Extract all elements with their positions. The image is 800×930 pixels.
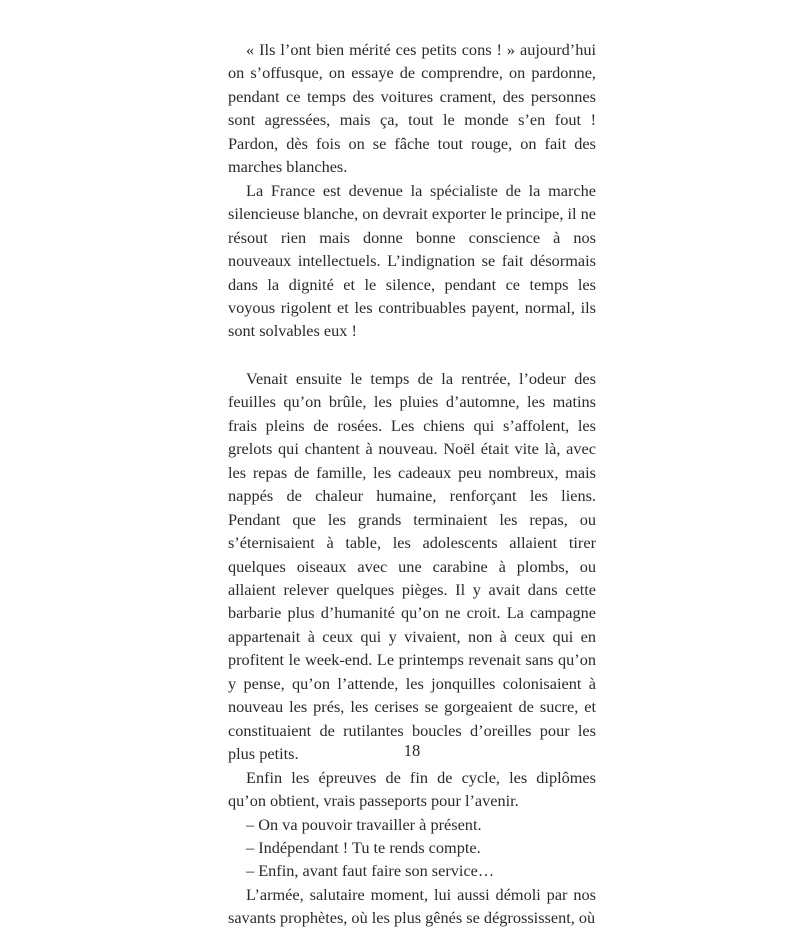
paragraph: Venait ensuite le temps de la rentrée, l’odeur des feuilles qu’on brûle, les pluies d’automne, les matins frais pleins de rosées. Les chiens qui s’affolent, les grelots qui chantent à nouveau. Noël était vite là, avec les repas de famille, les cadeaux peu nombreux, mais nappés de chaleur humaine, renforçant les liens. Pendant que les grands terminaient les repas, ou s’éternisaient à table, les adolescents allaient tirer quelques oiseaux avec une carabine à plombs, ou allaient relever quelques pièges. Il y avait dans cette barbarie plus d’humanité qu’on ne croit. La campagne appartenait à ceux qui y vivaient, non à ceux qui en profitent le week-end. Le printemps revenait sans qu’on y pense, qu’on l’attende, les jonquilles colonisaient à nouveau les prés, les cerises se gorgeaient de sucre, et constituaient de rutilantes boucles d’oreilles pour les plus petits. [228, 368, 596, 764]
section-break [228, 343, 596, 367]
paragraph: La France est devenue la spécialiste de la marche silencieuse blanche, on devrait exporter le principe, il ne résout rien mais donne bonne conscience à nos nouveaux intellectuels. L’indignation se fait désormais dans la dignité et le silence, pendant ce temps les voyous rigolent et les contribuables payent, normal, ils sont solvables eux ! [228, 180, 596, 341]
book-page [228, 38, 596, 928]
page-number: 18 [403, 741, 421, 760]
dialogue-line: – Enfin, avant faut faire son service… [246, 861, 495, 881]
dialogue-line: – Indépendant ! Tu te rends compte. [246, 837, 481, 857]
dialogue-line: – On va pouvoir travailler à présent. [246, 814, 482, 834]
paragraph: « Ils l’ont bien mérité ces petits cons ! » aujourd’hui on s’offusque, on essaye de comprendre, on pardonne, pendant ce temps des voitures crament, des personnes sont agressées, mais ça, tout le monde s’en fout ! Pardon, dès fois on se fâche tout rouge, on fait des marches blanches. [228, 40, 596, 177]
paragraph: L’armée, salutaire moment, lui aussi démoli par nos savants prophètes, où les plus gênés se dégrossissent, où [228, 884, 596, 928]
paragraph: Enfin les épreuves de fin de cycle, les diplômes qu’on obtient, vrais passeports pour l’avenir. [228, 767, 596, 811]
body-text [228, 38, 596, 930]
